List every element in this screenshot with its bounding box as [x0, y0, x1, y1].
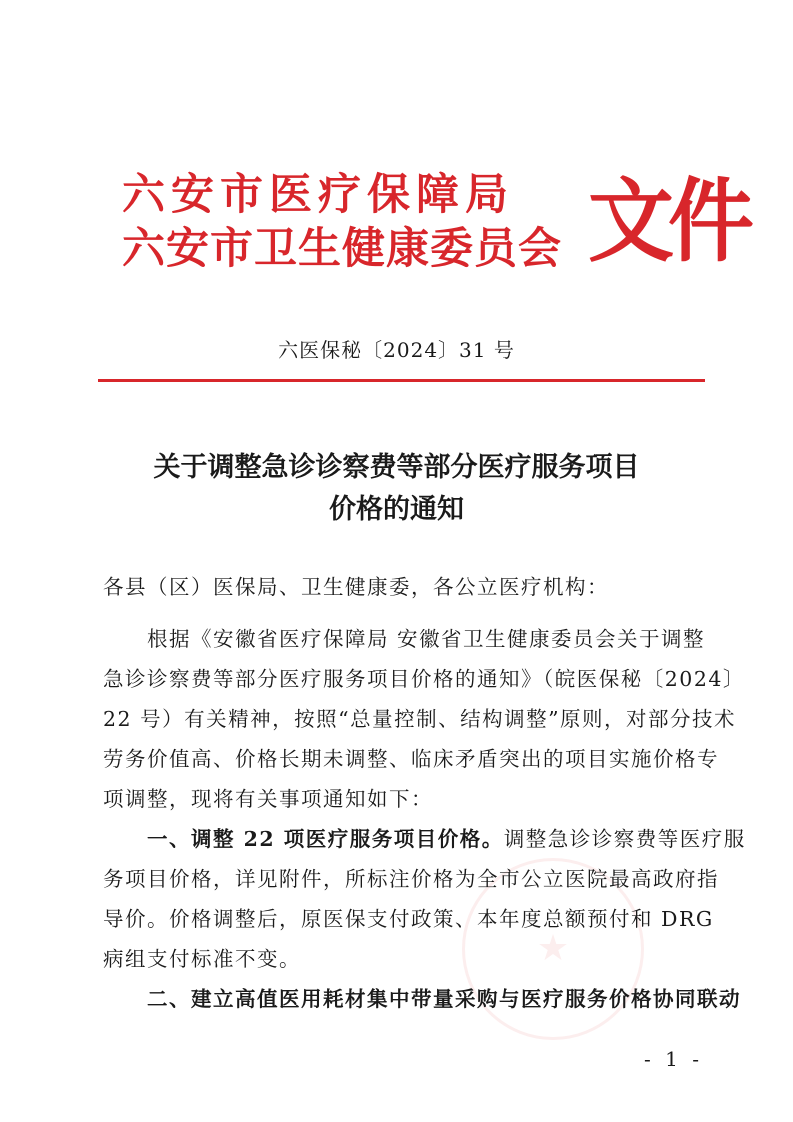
issuer-name-1: 六安市医疗保障局 — [122, 170, 514, 220]
paragraph-line: 22 号）有关精神，按照“总量控制、结构调整”原则，对部分技术 — [103, 707, 737, 731]
page-number: - 1 - — [644, 1047, 703, 1071]
paragraph-line: 项调整，现将有关事项通知如下： — [103, 787, 433, 811]
section-1-first-line — [103, 819, 746, 859]
document-title-line-2: 价格的通知 — [329, 494, 464, 525]
seal-star-icon: ★ — [536, 928, 570, 969]
paragraph-line: 劳务价值高、价格长期未调整、临床矛盾突出的项目实施价格专 — [103, 747, 719, 771]
paragraph-line: 根据《安徽省医疗保障局 安徽省卫生健康委员会关于调整 — [103, 627, 706, 651]
paragraph-line: 急诊诊察费等部分医疗服务项目价格的通知》（皖医保秘〔2024〕 — [103, 667, 745, 691]
section-2-heading: 二、建立高值医用耗材集中带量采购与医疗服务价格协同联动 — [103, 987, 741, 1011]
document-title-line-1: 关于调整急诊诊察费等部分医疗服务项目 — [153, 452, 640, 483]
paragraph-line: 病组支付标准不变。 — [103, 947, 301, 971]
section-1-heading: 一、调整 22 项医疗服务项目价格。 — [103, 827, 504, 851]
document-type-label: 文件 — [588, 168, 748, 275]
red-divider-line — [98, 379, 705, 382]
issuer-name-2: 六安市卫生健康委员会 — [122, 224, 562, 274]
document-number: 六医保秘〔2024〕31 号 — [278, 338, 515, 362]
paragraph-line: 导价。价格调整后，原医保支付政策、本年度总额预付和 DRG — [103, 907, 714, 931]
section-1-text: 调整急诊诊察费等医疗服 — [503, 827, 746, 851]
paragraph-line: 务项目价格，详见附件，所标注价格为全市公立医院最高政府指 — [103, 867, 719, 891]
salutation: 各县（区）医保局、卫生健康委，各公立医疗机构： — [103, 575, 609, 599]
letterhead — [122, 168, 748, 280]
